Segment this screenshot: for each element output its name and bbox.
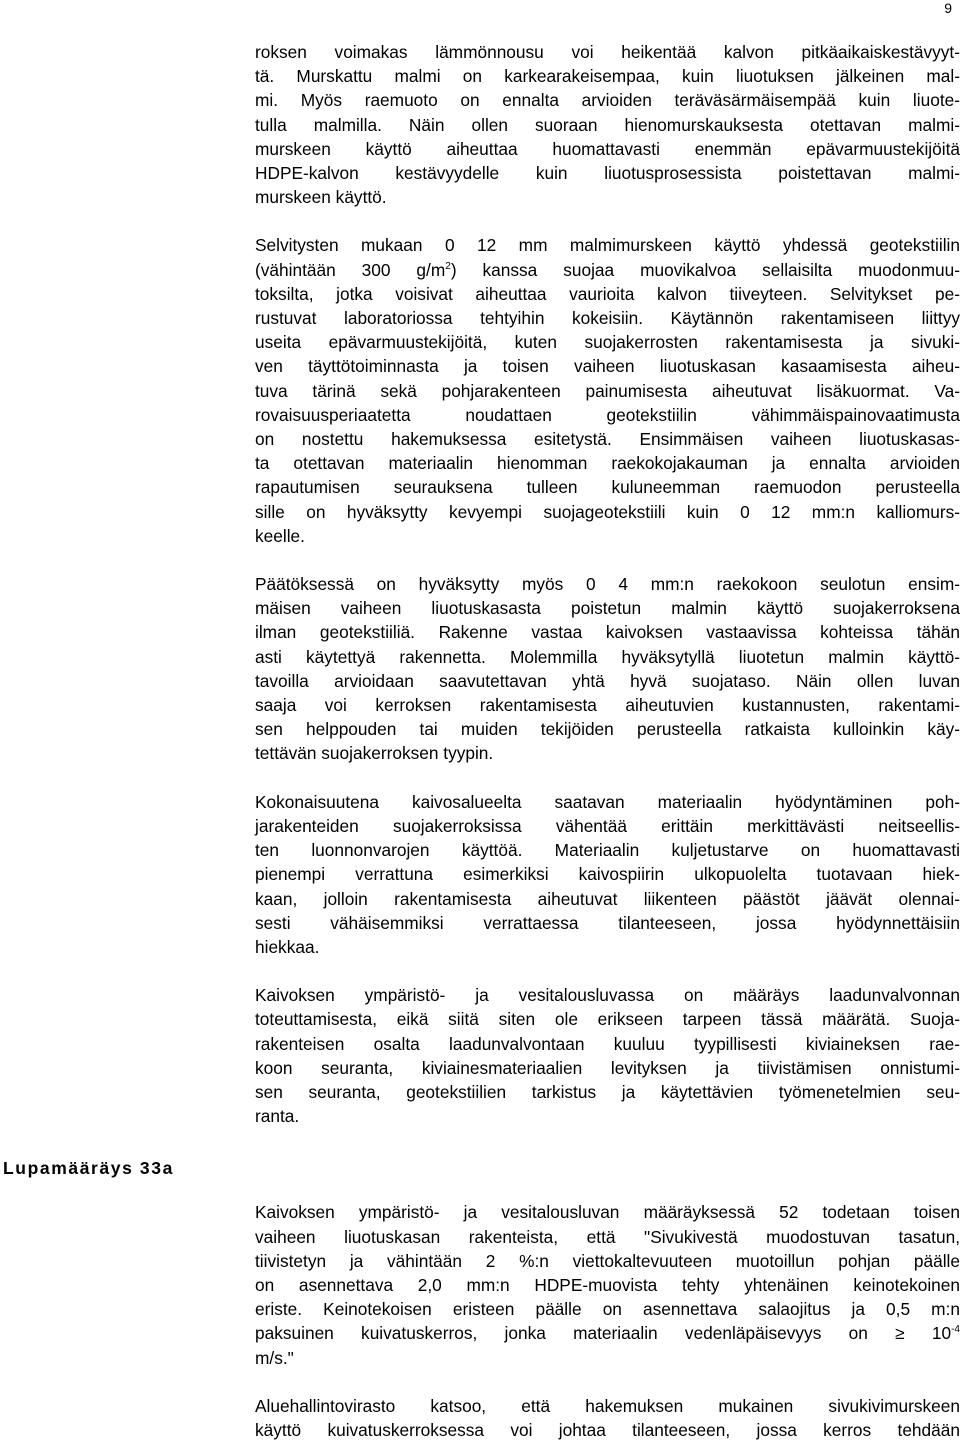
text-line: koon seuranta, kiviainesmateriaalien levityksen ja tiivistämisen onnistumi- (255, 1057, 960, 1078)
text-line: eriste. Keinotekoisen eristeen päälle on asennettava salaojitus ja 0,5 m:n (255, 1299, 960, 1320)
text-line: tulla malmilla. Näin ollen suoraan hienomurskauksesta otettavan malmi- (255, 114, 960, 135)
text-line: keelle. (255, 525, 305, 546)
text-line: Selvitysten mukaan 0 12 mm malmimurskeen käyttö yhdessä geotekstiilin (255, 235, 960, 256)
text-line: jarakenteiden suojakerroksissa vähentää erittäin merkittävästi neitseellis- (255, 815, 960, 836)
paragraph-5 (255, 983, 960, 1128)
text-line: mäisen vaiheen liuotuskasasta poistetun malmin käyttö suojakerroksena (255, 598, 960, 619)
text-line: Kokonaisuutena kaivosalueelta saatavan materiaalin hyödyntäminen poh- (255, 791, 960, 812)
text-line: sen seuranta, geotekstiilien tarkistus ja käytettävien työmenetelmien seu- (255, 1081, 960, 1102)
text-line: ilman geotekstiiliä. Rakenne vastaa kaivoksen vastaavissa kohteissa tähän (255, 622, 960, 643)
text-line: ranta. (255, 1106, 300, 1127)
text-line: Kaivoksen ympäristö- ja vesitalousluvan määräyksessä 52 todetaan toisen (255, 1202, 960, 1223)
text-line: kaan, jolloin rakentamisesta aiheutuvat liikenteen päästöt jäävät olennai- (255, 888, 960, 909)
text-line: ten luonnonvarojen käyttöä. Materiaalin kuljetustarve on huomattavasti (255, 840, 960, 861)
text-line: asti käytettyä rakennetta. Molemmilla hyväksytyllä liuotetun malmin käyttö- (255, 646, 960, 667)
text-line: ta otettavan materiaalin hienomman raekokojakauman ja ennalta arvioiden (255, 453, 960, 474)
text-line: HDPE-kalvon kestävyydelle kuin liuotusprosessista poistettavan malmi- (255, 163, 960, 184)
text-fragment: paksuinen kuivatuskerros, jonka materiaalin vedenläpäisevyys on ≥ 10 (255, 1323, 952, 1344)
text-line: Päätöksessä on hyväksytty myös 0 4 mm:n raekokoon seulotun ensim- (255, 574, 960, 595)
text-line: saaja voi kerroksen rakentamisesta aiheutuvien kustannusten, rakentami- (255, 695, 960, 716)
text-line-with-superscript (255, 1321, 960, 1345)
text-line: ven täyttötoiminnasta ja toisen vaiheen liuotuskasan kasaamisesta aiheu- (255, 356, 960, 377)
paragraph-2 (255, 233, 960, 548)
paragraph-6 (255, 1200, 960, 1369)
text-line: on nostettu hakemuksessa esitetystä. Ensimmäisen vaiheen liuotuskasas- (255, 429, 960, 450)
text-line: mi. Myös raemuoto on ennalta arvioiden teräväsärmäisempää kuin liuote- (255, 90, 960, 111)
text-line: Kaivoksen ympäristö- ja vesitalousluvassa on määräys laadunvalvonnan (255, 985, 960, 1006)
text-line: sesti vähäisemmiksi verrattaessa tilanteeseen, jossa hyödynnettäisiin (255, 912, 960, 933)
text-fragment: (vähintään 300 g/m (255, 259, 446, 280)
text-line: vaiheen liuotuskasan rakenteista, että "Sivukivestä muodostuvan tasatun, (255, 1226, 960, 1247)
text-line: tavoilla arvioidaan saavutettavan yhtä hyvä suojataso. Näin ollen luvan (255, 670, 960, 691)
text-line: toteuttamisesta, eikä siitä siten ole erikseen tarpeen tässä määrätä. Suoja- (255, 1009, 960, 1030)
paragraph-1 (255, 40, 960, 209)
paragraph-7 (255, 1394, 960, 1442)
main-text-column (255, 40, 960, 1442)
text-line: käyttö kuivatuskerroksessa voi johtaa tilanteeseen, jossa kerros tehdään (255, 1419, 960, 1440)
text-line: murskeen käyttö. (255, 187, 387, 208)
text-line: on asennettava 2,0 mm:n HDPE-muovista tehty yhtenäinen keinotekoinen (255, 1274, 960, 1295)
text-line-with-superscript (255, 258, 960, 282)
text-fragment: ) kanssa suojaa muovikalvoa sellaisilta muodonmuu- (450, 259, 960, 280)
text-line: useita epävarmuustekijöitä, kuten suojakerrosten rakentamisesta ja sivuki- (255, 332, 960, 353)
text-line: sille on hyväksytty kevyempi suojageotekstiili kuin 0 12 mm:n kalliomurs- (255, 501, 960, 522)
text-line: rovaisuusperiaatetta noudattaen geotekstiilin vähimmäispainovaatimusta (255, 404, 960, 425)
page-number: 9 (944, 0, 952, 16)
text-line: toksilta, jotka voisivat aiheuttaa vaurioita kalvon tiiveyteen. Selvitykset pe- (255, 283, 960, 304)
text-line: Aluehallintovirasto katsoo, että hakemuksen mukainen sivukivimurskeen (255, 1395, 960, 1416)
text-line: hiekkaa. (255, 936, 320, 957)
superscript: 2 (445, 260, 451, 272)
text-line: pienempi verrattuna esimerkiksi kaivospiirin ulkopuolelta tuotavaan hiek- (255, 864, 960, 885)
superscript: -4 (951, 1324, 960, 1336)
text-line: roksen voimakas lämmönnousu voi heikentää kalvon pitkäaikaiskestävyyt- (255, 42, 960, 62)
text-line: sen helppouden tai muiden tekijöiden perusteella ratkaista kulloinkin käy- (255, 719, 960, 740)
text-line: m/s." (255, 1347, 294, 1368)
text-line: tä. Murskattu malmi on karkearakeisempaa, kuin liuotuksen jälkeinen mal- (255, 66, 960, 87)
text-line: murskeen käyttö aiheuttaa huomattavasti enemmän epävarmuustekijöitä (255, 138, 960, 159)
text-line: rapautumisen seurauksena tulleen kuluneemman raemuodon perusteella (255, 477, 960, 498)
paragraph-3 (255, 572, 960, 766)
text-line: rakenteisen osalta laadunvalvontaan kuuluu tyypillisesti kiviaineksen rae- (255, 1033, 960, 1054)
text-line: tiivistetyn ja vähintään 2 %:n viettokaltevuuteen muotoillun pohjan päälle (255, 1250, 960, 1271)
paragraph-4 (255, 790, 960, 959)
text-line: tuva tärinä sekä pohjarakenteen painumisesta aiheutuvat lisäkuormat. Va- (255, 380, 960, 401)
text-line: rustuvat laboratoriossa tehtyihin kokeisiin. Käytännön rakentamiseen liittyy (255, 308, 960, 329)
text-line: tettävän suojakerroksen tyypin. (255, 743, 494, 764)
side-heading-permit-condition: Lupamääräys 33a (3, 1158, 174, 1178)
